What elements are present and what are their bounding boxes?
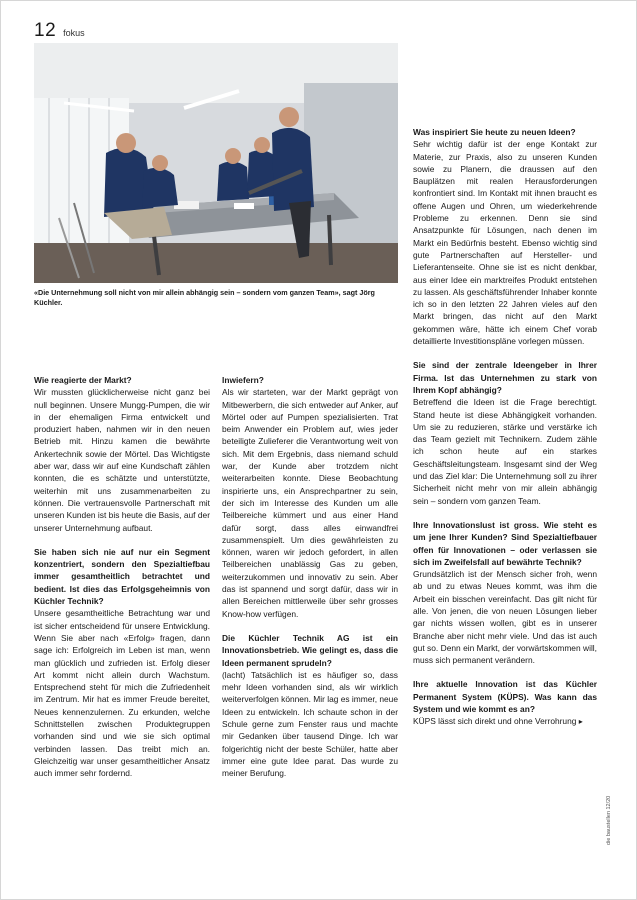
column-middle [222, 374, 398, 780]
answer-paragraph: Sehr wichtig dafür ist der enge Kontakt zur Materie, zur Praxis, also zu unseren Kunden sowie zu Planern, die draussen auf den Bauplätzen mit realen Herausforderungen konfrontiert sind. Im Kontakt mit ihnen braucht es offene Augen und Ohren, um wiederkehrende Probleme zu erkennen. Denn sie sind Ansatzpunkte für Lösungen, nach denen im Markt ein Bedürfnis besteht. Ebenso wichtig sind gute Partnerschaften auf Hersteller- und Lieferantenseite. Ohne sie ist es nicht denkbar, aus einer Idee ein marktreifes Produkt entstehen zu lassen. Als geschäftsführender Inhaber konnte ich so in den letzten 22 Jahren vieles auf den Markt bringen, das nicht auf den Markt gekommen wäre, hätte ich einem Chef vorab detaillierte Investitionspläne vorlegen müssen. [413, 139, 597, 347]
question-heading: Sie sind der zentrale Ideengeber in Ihrer Firma. Ist das Unternehmen zu stark von Ihrem Kopf abhängig? [413, 360, 597, 395]
page-header [34, 20, 85, 42]
team-photo [34, 43, 398, 283]
answer-paragraph [413, 715, 597, 728]
question-heading: Wie reagierte der Markt? [34, 375, 132, 385]
page-number: 12 [34, 20, 57, 41]
continue-arrow-icon: ▸ [578, 717, 583, 727]
team-photo-illustration [34, 43, 398, 283]
issue-sidebar: die baustellen 12/20 [606, 795, 612, 845]
question-heading: Inwiefern? [222, 375, 264, 385]
answer-paragraph: Unsere gesamtheitliche Betrachtung war und ist sicher entscheidend für unsere Entwicklung. Wenn Sie aber nach «Erfolg» fragen, dann sage ich: Erfolgreich im Leben ist man, wenn man glücklich und zufrieden ist. Erfolg dieser Art kommt nicht allein durch Wachstum. Entsprechend steht für mich die Zufriedenheit im Zentrum. Mir hat es immer Freude bereitet, Neues kennenzulernen. Zu erkunden, welche Schnittstellen zwischen Produktegruppen vorhanden sind und wie sie sich optimal verbinden lassen. Das treibt mich an. Gleichzeitig war unser gesamtheitlicher Ansatz auch immer sehr fordernd. [34, 608, 210, 779]
answer-paragraph: (lacht) Tatsächlich ist es häufiger so, dass mehr Ideen vorhanden sind, als wir wirklich weiterverfolgen können. Mir lag es immer, neue Ideen zu entwickeln. Ich schaute schon in der Schule gerne zum Fenster raus und machte mir Gedanken über tausend Dinge. Ich war folgerichtig nicht der beste Schüler, hatte aber immer eine gute Idee parat. Das wurde zu meiner Berufung. [222, 669, 398, 779]
answer-paragraph: Grundsätzlich ist der Mensch sicher froh, wenn ab und zu etwas Neues kommt, was ihm die Arbeit ein bisschen vereinfacht. Das gilt nicht für alle. Von jenen, die von neuen Lösungen lieber gar nichts wissen wollen, gibt es in unserer Branche aber nicht mehr viele. Und das ist auch gut so. Denn ein Markt, der vorwärtskommen will, muss sich permanent verändern. [413, 569, 597, 666]
question-heading: Sie haben sich nie auf nur ein Segment konzentriert, sondern den Spezialtiefbau immer gesamtheitlich betrachtet und bedient. Ist dies das Erfolgsgeheimnis von Küchler Technik? [34, 546, 210, 607]
question-heading: Ihre Innovationslust ist gross. Wie steht es um jene Ihrer Kunden? Sind Spezialtiefbauer offen für Innovationen – oder verlassen sie sich im Zweifelsfall auf bewährte Technik? [413, 519, 597, 567]
column-left [34, 374, 210, 780]
question-heading: Ihre aktuelle Innovation ist das Küchler Permanent System (KÜPS). Was kann das System und wie kommt es an? [413, 679, 597, 715]
photo-caption: «Die Unternehmung soll nicht von mir allein abhängig sein – sondern vom ganzen Team», sagt Jörg Küchler. [34, 288, 375, 307]
question-heading: Was inspiriert Sie heute zu neuen Ideen? [413, 127, 576, 137]
answer-paragraph: Wir mussten glücklicherweise nicht ganz bei null beginnen. Unsere Mungg-Pumpen, die wir in der ehemaligen Firma entwickelt und produziert haben, nahmen wir in den neuen Betrieb mit. Hinzu kamen die bewährte Ankertechnik sowie der Mörtel. Das Wichtigste aber war, dass wir auf eine Kundschaft zählen konnten, die es schätzte und unterstützte, weiterhin mit uns zusammenarbeiten zu können. Die vertrauensvolle Partnerschaft mit unseren Kunden ist bis heute die Basis, auf der unserer Unternehmung aufbaut. [34, 387, 210, 533]
question-heading: Die Küchler Technik AG ist ein Innovationsbetrieb. Wie gelingt es, dass die Ideen permanent sprudeln? [222, 632, 398, 668]
answer-paragraph: Als wir starteten, war der Markt geprägt von Mitbewerbern, die sich entweder auf Anker, auf Mörtel oder auf Pumpen spezialisierten. Trat beim Anwender ein Problem auf, wies jeder beteiligte Zulieferer die Verantwortung weit von sich. Mit dem Ergebnis, dass niemand schuld war, der Kunde aber trotzdem nicht weiterarbeiten konnte. Diese Beobachtung inspirierte uns, ein Ansprechpartner zu sein, der sich im Interesse des Kunden um alle Teilbereiche kümmert und aus einer Hand dafür sorgt, dass alles einwandfrei zusammenspielt. Um dies gewährleisten zu können, waren wir jedoch gefordert, in allen Teilbereichen unablässig Gas zu geben, weiterzukommen und innovativ zu sein. Aber das ist spannend und sorgt dafür, dass wir in allen Bereichen mittlerweile über sehr grosses Know-how verfügen. [222, 387, 398, 619]
section-label: fokus [63, 28, 85, 38]
continued-text: KÜPS lässt sich direkt und ohne Verrohrung [413, 716, 577, 727]
answer-paragraph: Betreffend die Ideen ist die Frage berechtigt. Stand heute ist diese Abhängigkeit vorhanden. Um sie zu reduzieren, stärke und verstärke ich das Team gezielt mit Technikern. Zudem zähle ich schon heute auf ein starkes Geschäftsleitungsteam. Insgesamt sind der Weg und das Ziel klar: Die Unternehmung soll zu ihrer Sicherheit nicht mehr von mir allein abhängig sein – sondern vom ganzen Team. [413, 397, 597, 506]
column-right [413, 126, 597, 729]
